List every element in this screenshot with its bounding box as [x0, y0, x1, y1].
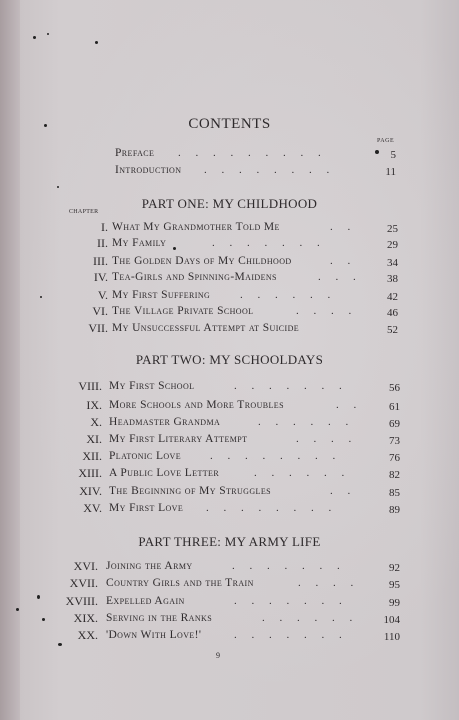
- chapter-page: 76: [389, 452, 400, 464]
- chapter-title: The Village Private School: [112, 305, 254, 317]
- chapter-number: XIX.: [73, 611, 98, 625]
- chapter-number: IX.: [86, 398, 102, 412]
- leader-dots: . . . .: [296, 305, 358, 317]
- leader-dots: . . . . . . . .: [210, 450, 342, 462]
- chapter-number: V.: [97, 288, 108, 302]
- chapter-page: 73: [389, 435, 400, 447]
- chapter-number: I.: [101, 220, 108, 234]
- paper-speck: [33, 36, 36, 39]
- chapter-number: X.: [90, 415, 102, 429]
- chapter-number: XV.: [83, 501, 102, 515]
- paper-speck: [42, 618, 45, 621]
- chapter-title: The Beginning of My Struggles: [109, 485, 271, 497]
- page-column-label: PAGE: [377, 138, 395, 144]
- chapter-page: 99: [389, 597, 400, 609]
- chapter-number: XVII.: [69, 576, 98, 590]
- page-folio: 9: [216, 651, 220, 660]
- toc-entry-title: Introduction: [115, 164, 182, 176]
- chapter-title: 'Down With Love!': [106, 629, 202, 641]
- chapter-title: My Unsuccessful Attempt at Suicide: [112, 322, 300, 334]
- leader-dots: . . . . . . . . .: [178, 147, 327, 159]
- leader-dots: . . . . . . .: [234, 595, 348, 607]
- chapter-title: My First Suffering: [112, 289, 211, 301]
- leader-dots: . . . . . .: [262, 612, 359, 624]
- chapter-title: My First Love: [109, 502, 184, 514]
- chapter-title: Country Girls and the Train: [106, 577, 254, 589]
- chapter-number: XII.: [82, 449, 102, 463]
- chapter-page: 46: [387, 307, 398, 319]
- chapter-title: Tea-Girls and Spinning-Maidens: [112, 271, 277, 283]
- leader-dots: . . . . . . . .: [206, 502, 338, 514]
- leader-dots: . . . . . . .: [212, 237, 326, 249]
- chapter-title: A Public Love Letter: [109, 467, 220, 479]
- chapter-title: Joining the Army: [106, 560, 193, 572]
- chapter-title: Platonic Love: [109, 450, 182, 462]
- chapter-number: XI.: [86, 432, 102, 446]
- leader-dots: . .: [330, 221, 357, 233]
- chapter-page: 52: [387, 324, 398, 336]
- chapter-page: 34: [387, 257, 398, 269]
- chapter-number: XIII.: [78, 466, 102, 480]
- chapter-page: 38: [387, 273, 398, 285]
- chapter-page: 42: [387, 291, 398, 303]
- paper-speck: [47, 33, 49, 35]
- chapter-number: XIV.: [79, 484, 102, 498]
- leader-dots: . . . . . .: [254, 467, 351, 479]
- leader-dots: . . . . . . .: [234, 629, 348, 641]
- leader-dots: . . . . . .: [240, 289, 337, 301]
- part-heading: PART TWO: MY SCHOOLDAYS: [135, 352, 324, 367]
- chapter-column-label: CHAPTER: [69, 209, 99, 215]
- chapter-number: II.: [97, 236, 108, 250]
- leader-dots: . . . . . . .: [232, 560, 346, 572]
- paper-speck: [58, 643, 62, 646]
- chapter-number: III.: [93, 254, 108, 268]
- chapter-title: What My Grandmother Told Me: [112, 221, 280, 233]
- paper-speck: [375, 150, 379, 154]
- chapter-page: 85: [389, 487, 400, 499]
- chapter-number: XVIII.: [65, 594, 98, 608]
- chapter-title: Serving in the Ranks: [106, 612, 213, 624]
- leader-dots: . . . .: [298, 577, 360, 589]
- chapter-title: My Family: [112, 237, 167, 249]
- paper-speck: [44, 124, 47, 127]
- paper-speck: [173, 247, 176, 250]
- leader-dots: . .: [330, 255, 357, 267]
- leader-dots: . . .: [318, 271, 362, 283]
- paper-speck: [37, 595, 40, 599]
- paper-speck: [16, 608, 19, 611]
- chapter-title: Headmaster Grandma: [109, 416, 221, 428]
- chapter-number: XX.: [77, 628, 98, 642]
- paper-speck: [57, 186, 59, 188]
- chapter-page: 25: [387, 223, 398, 235]
- leader-dots: . .: [330, 485, 357, 497]
- leader-dots: . .: [336, 399, 363, 411]
- chapter-page: 110: [383, 631, 400, 643]
- chapter-title: More Schools and More Troubles: [109, 399, 284, 411]
- contents-heading: CONTENTS: [188, 116, 271, 132]
- chapter-page: 89: [389, 504, 400, 516]
- leader-dots: . . . . . . .: [234, 380, 348, 392]
- chapter-number: IV.: [93, 270, 108, 284]
- chapter-page: 61: [389, 401, 400, 413]
- toc-entry-page: 11: [385, 166, 396, 178]
- chapter-page: 104: [383, 614, 400, 626]
- chapter-title: The Golden Days of My Childhood: [112, 255, 292, 267]
- part-heading: PART THREE: MY ARMY LIFE: [138, 534, 321, 549]
- chapter-number: VII.: [88, 321, 108, 335]
- leader-dots: . . . . . . . .: [204, 164, 336, 176]
- chapter-title: My First Literary Attempt: [109, 433, 248, 445]
- chapter-page: 29: [387, 239, 398, 251]
- chapter-number: XVI.: [73, 559, 98, 573]
- paper-speck: [40, 296, 42, 298]
- toc-entry-page: 5: [390, 149, 396, 161]
- chapter-page: 92: [389, 562, 400, 574]
- part-heading: PART ONE: MY CHILDHOOD: [141, 196, 318, 211]
- chapter-title: My First School: [109, 380, 195, 392]
- chapter-number: VI.: [92, 304, 108, 318]
- paper-speck: [95, 41, 98, 44]
- chapter-page: 69: [389, 418, 400, 430]
- leader-dots: . . . . . .: [258, 416, 355, 428]
- chapter-page: 56: [389, 382, 400, 394]
- chapter-number: VIII.: [78, 379, 102, 393]
- chapter-title: Expelled Again: [106, 595, 185, 607]
- leader-dots: . . . .: [296, 433, 358, 445]
- toc-entry-title: Preface: [115, 147, 155, 159]
- chapter-page: 82: [389, 469, 400, 481]
- chapter-page: 95: [389, 579, 400, 591]
